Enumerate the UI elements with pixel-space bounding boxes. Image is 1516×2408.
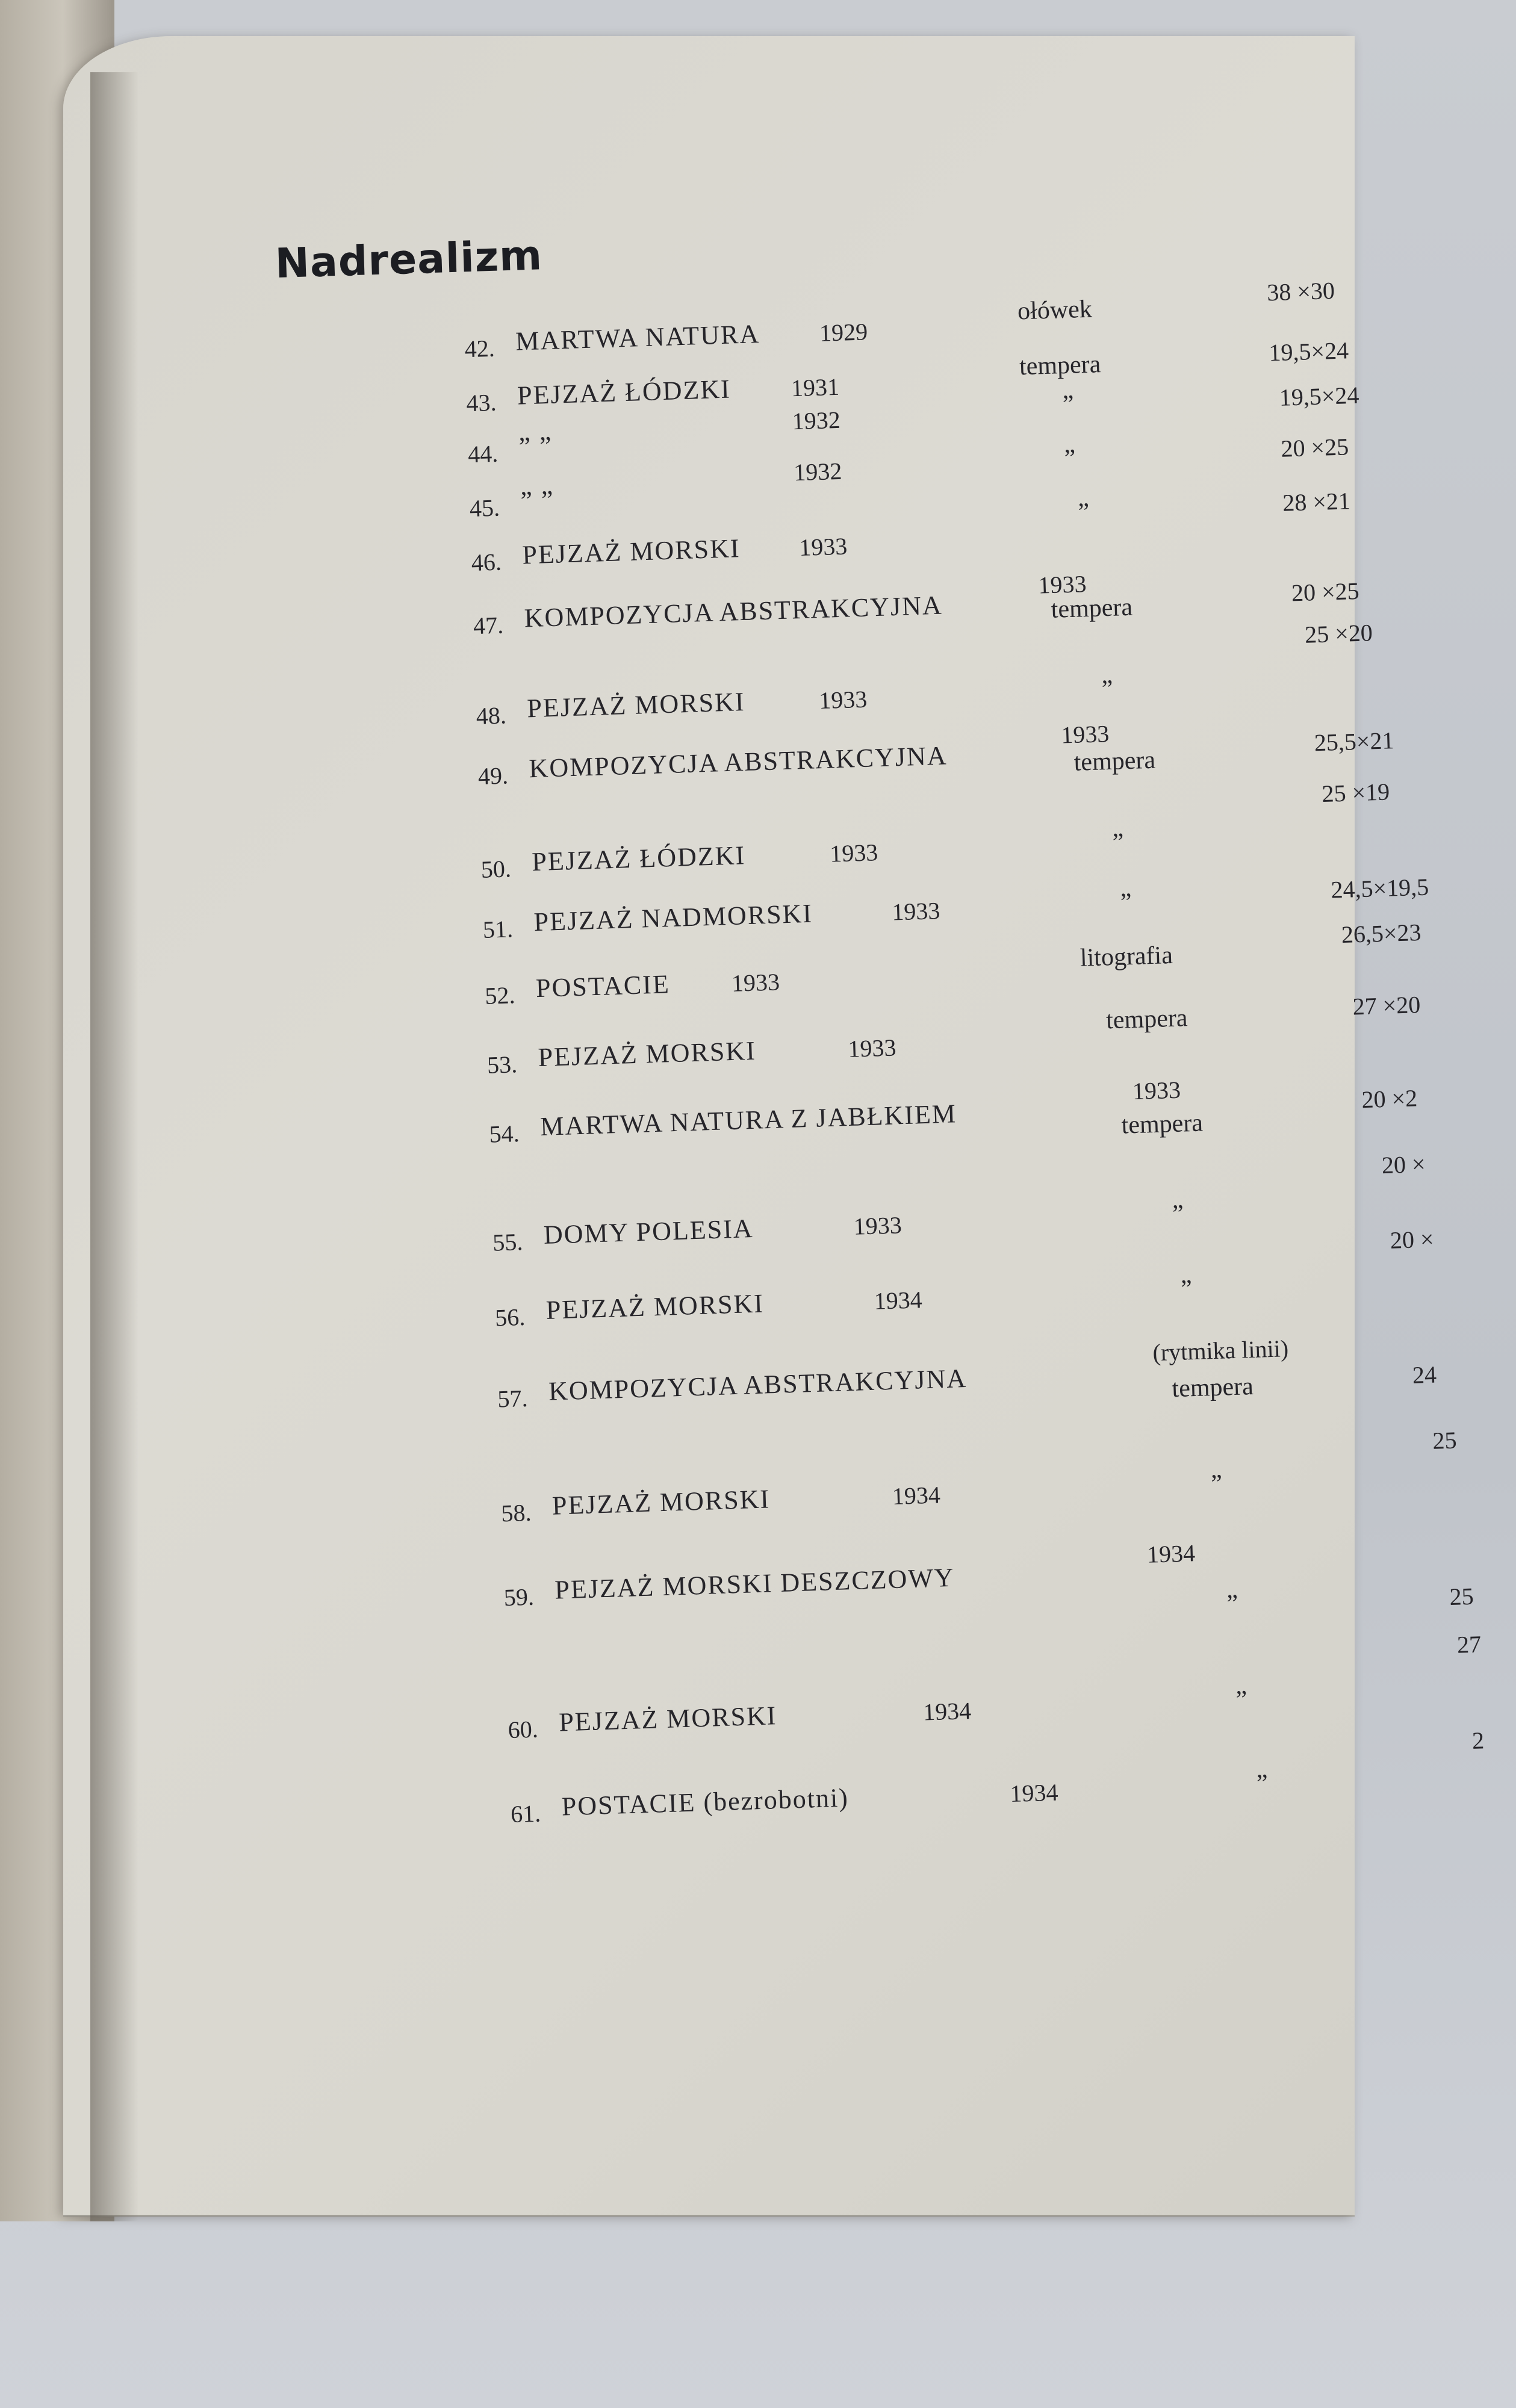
entry-dimensions: 26,5×23 [1341, 918, 1422, 949]
entry-technique: ” [1226, 1590, 1239, 1618]
entry-dimensions: 25 [1449, 1582, 1474, 1610]
entry-technique: ” [1120, 888, 1132, 917]
entry-dimensions: 25,5×21 [1314, 727, 1395, 757]
entry-number: 57. [497, 1384, 529, 1413]
entry-technique: ” [1064, 444, 1076, 473]
entry-dimensions: 24 [1412, 1361, 1437, 1389]
entry-year: 1933 [1132, 1076, 1181, 1105]
entry-dimensions: 27 ×20 [1352, 990, 1421, 1020]
entry-number: 48. [476, 701, 507, 730]
entry-dimensions: 19,5×24 [1268, 337, 1349, 367]
entry-number: 44. [467, 439, 499, 468]
entry-dimensions: 2 [1471, 1727, 1485, 1754]
entry-year: 1934 [1146, 1539, 1196, 1568]
entry-dimensions: 20 × [1390, 1225, 1435, 1254]
page-content [63, 0, 1485, 2214]
entry-dimensions: 19,5×24 [1279, 381, 1360, 411]
entry-title: KOMPOZYCJA ABSTRAKCYJNA [523, 590, 943, 633]
entry-title: ” ” [518, 430, 553, 462]
entry-technique: ” [1077, 498, 1090, 527]
entry-title: PEJZAŻ MORSKI [558, 1701, 778, 1737]
entry-number: 50. [480, 855, 512, 883]
entry-technique: ” [1256, 1769, 1269, 1798]
entry-technique: tempera [1073, 746, 1156, 777]
entry-year: 1932 [791, 406, 841, 435]
entry-title: PEJZAŻ MORSKI [521, 533, 741, 570]
entry-technique: ” [1172, 1200, 1184, 1229]
entry-year: 1933 [829, 839, 878, 867]
entry-title: POSTACIE (bezrobotni) [561, 1783, 850, 1822]
entry-technique: tempera [1105, 1004, 1188, 1035]
entry-dimensions: 20 × [1381, 1150, 1426, 1179]
entry-technique: tempera [1171, 1373, 1254, 1403]
entry-number: 43. [465, 388, 497, 417]
entry-number: 42. [464, 334, 495, 363]
entry-dimensions: 27 [1456, 1630, 1482, 1659]
entry-year: 1932 [793, 457, 843, 486]
entry-technique: tempera [1019, 350, 1101, 381]
entry-title: PEJZAŻ ŁÓDZKI [531, 840, 746, 877]
entry-year: 1933 [853, 1211, 902, 1240]
entry-technique: ” [1235, 1686, 1248, 1714]
entry-year: (rytmika linii) [1152, 1335, 1289, 1367]
entry-number: 52. [484, 981, 516, 1010]
entry-dimensions: 20 ×25 [1280, 433, 1349, 462]
entry-number: 53. [486, 1050, 518, 1079]
entry-year: 1934 [922, 1697, 972, 1726]
entry-year: 1931 [791, 373, 840, 402]
entry-year: 1934 [892, 1481, 941, 1510]
entry-number: 51. [482, 915, 514, 943]
entry-number: 61. [510, 1799, 541, 1828]
entry-technique: tempera [1120, 1109, 1204, 1140]
entry-technique: ” [1101, 675, 1114, 704]
entry-dimensions: 28 ×21 [1282, 487, 1351, 517]
entry-dimensions: 20 ×2 [1361, 1084, 1418, 1114]
entry-title: PEJZAŻ ŁÓDZKI [517, 374, 732, 411]
entry-technique: ” [1180, 1275, 1193, 1303]
entry-title: PEJZAŻ MORSKI [537, 1035, 757, 1073]
entry-number: 45. [469, 494, 500, 523]
spine-shadow [90, 72, 138, 2221]
entry-year: 1934 [1009, 1778, 1059, 1808]
entry-title: KOMPOZYCJA ABSTRAKCYJNA [548, 1363, 968, 1406]
entry-number: 59. [503, 1583, 535, 1612]
entry-number: 49. [477, 762, 509, 790]
entry-title: MARTWA NATURA Z JABŁKIEM [539, 1099, 957, 1141]
entry-number: 58. [500, 1498, 532, 1527]
entry-technique: tempera [1051, 593, 1133, 624]
entry-dimensions: 25 ×20 [1304, 619, 1373, 648]
entry-year: 1933 [798, 532, 848, 562]
entry-number: 54. [488, 1120, 520, 1148]
entry-title: PEJZAŻ NADMORSKI [533, 898, 813, 937]
entry-dimensions: 25 ×19 [1321, 778, 1390, 807]
entry-title: POSTACIE [535, 969, 671, 1004]
entry-number: 60. [508, 1715, 539, 1744]
entry-title: ” ” [520, 485, 555, 516]
entry-technique: litografia [1080, 941, 1173, 972]
entry-dimensions: 38 ×30 [1266, 276, 1335, 306]
entry-year: 1933 [1037, 570, 1087, 599]
entry-number: 55. [492, 1228, 523, 1256]
section-heading: Nadrealizm [274, 232, 544, 288]
entry-technique: ołówek [1017, 295, 1093, 326]
entry-year: 1933 [731, 968, 780, 997]
entry-number: 46. [471, 548, 502, 577]
entry-year: 1933 [847, 1034, 897, 1063]
entry-title: PEJZAŻ MORSKI [545, 1288, 765, 1325]
entry-number: 47. [473, 611, 504, 640]
catalog-page [63, 36, 1485, 2215]
entry-technique: ” [1062, 390, 1075, 419]
entry-title: KOMPOZYCJA ABSTRAKCYJNA [528, 740, 948, 784]
entry-dimensions: 24,5×19,5 [1330, 873, 1429, 904]
entry-year: 1933 [818, 685, 868, 715]
entry-title: DOMY POLESIA [543, 1213, 754, 1250]
entry-dimensions: 20 ×25 [1291, 577, 1360, 607]
entry-year: 1933 [891, 896, 941, 926]
entry-title: PEJZAŻ MORSKI DESZCZOWY [554, 1562, 955, 1605]
entry-technique: ” [1112, 828, 1125, 857]
entry-title: PEJZAŻ MORSKI [526, 686, 746, 724]
entry-year: 1933 [1060, 720, 1110, 749]
entry-year: 1929 [819, 318, 868, 347]
entry-title: MARTWA NATURA [515, 318, 760, 356]
entry-year: 1934 [873, 1286, 923, 1315]
entry-technique: ” [1210, 1469, 1223, 1498]
entry-dimensions: 25 [1432, 1426, 1458, 1454]
entry-title: PEJZAŻ MORSKI [551, 1484, 771, 1521]
entry-number: 56. [494, 1303, 526, 1332]
